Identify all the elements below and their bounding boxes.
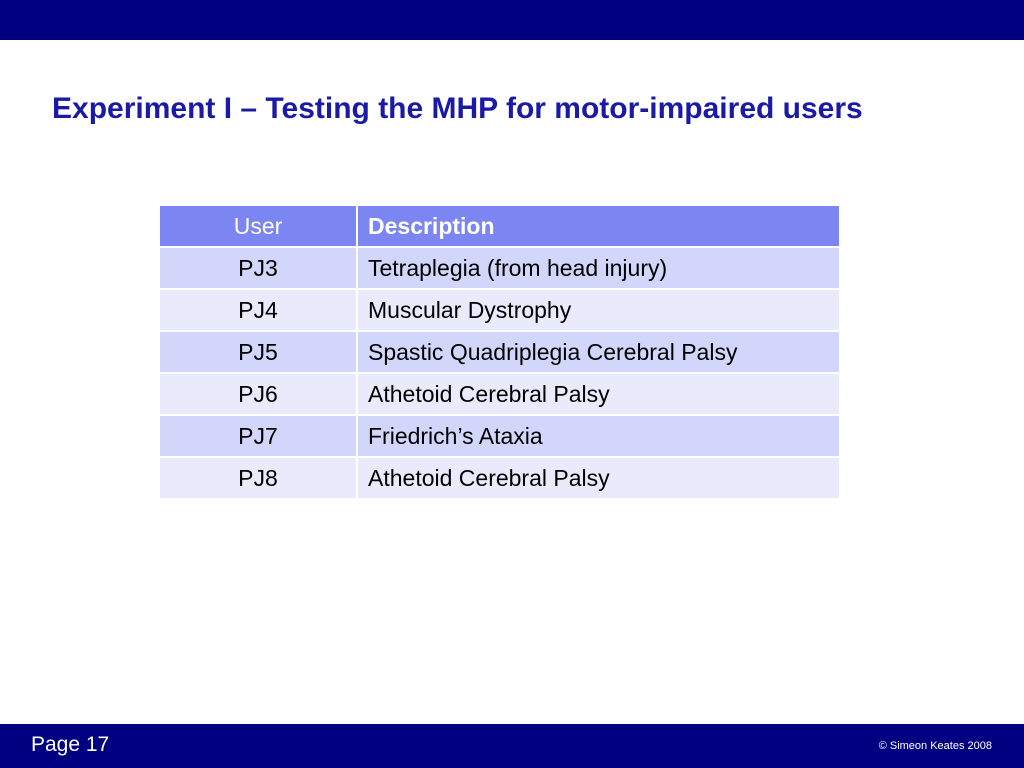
description-cell: Muscular Dystrophy (357, 289, 840, 331)
column-header-user: User (159, 205, 357, 247)
user-cell: PJ8 (159, 457, 357, 499)
slide-title: Experiment I – Testing the MHP for motor-impaired users (52, 92, 863, 125)
table-row (159, 373, 840, 415)
user-cell: PJ3 (159, 247, 357, 289)
description-cell: Athetoid Cerebral Palsy (357, 457, 840, 499)
table-row (159, 289, 840, 331)
table-header-row (159, 205, 840, 247)
description-cell: Spastic Quadriplegia Cerebral Palsy (357, 331, 840, 373)
description-cell: Friedrich’s Ataxia (357, 415, 840, 457)
table-row (159, 247, 840, 289)
description-cell: Tetraplegia (from head injury) (357, 247, 840, 289)
top-banner (0, 0, 1024, 40)
page-number: Page 17 (31, 733, 110, 756)
user-cell: PJ4 (159, 289, 357, 331)
user-cell: PJ6 (159, 373, 357, 415)
user-cell: PJ5 (159, 331, 357, 373)
user-cell: PJ7 (159, 415, 357, 457)
table-row (159, 331, 840, 373)
copyright-notice: © Simeon Keates 2008 (878, 740, 992, 752)
table-row (159, 457, 840, 499)
column-header-description: Description (357, 205, 840, 247)
footer-banner (0, 724, 1024, 768)
user-table (158, 204, 841, 500)
table-row (159, 415, 840, 457)
top-divider (0, 40, 1024, 43)
description-cell: Athetoid Cerebral Palsy (357, 373, 840, 415)
